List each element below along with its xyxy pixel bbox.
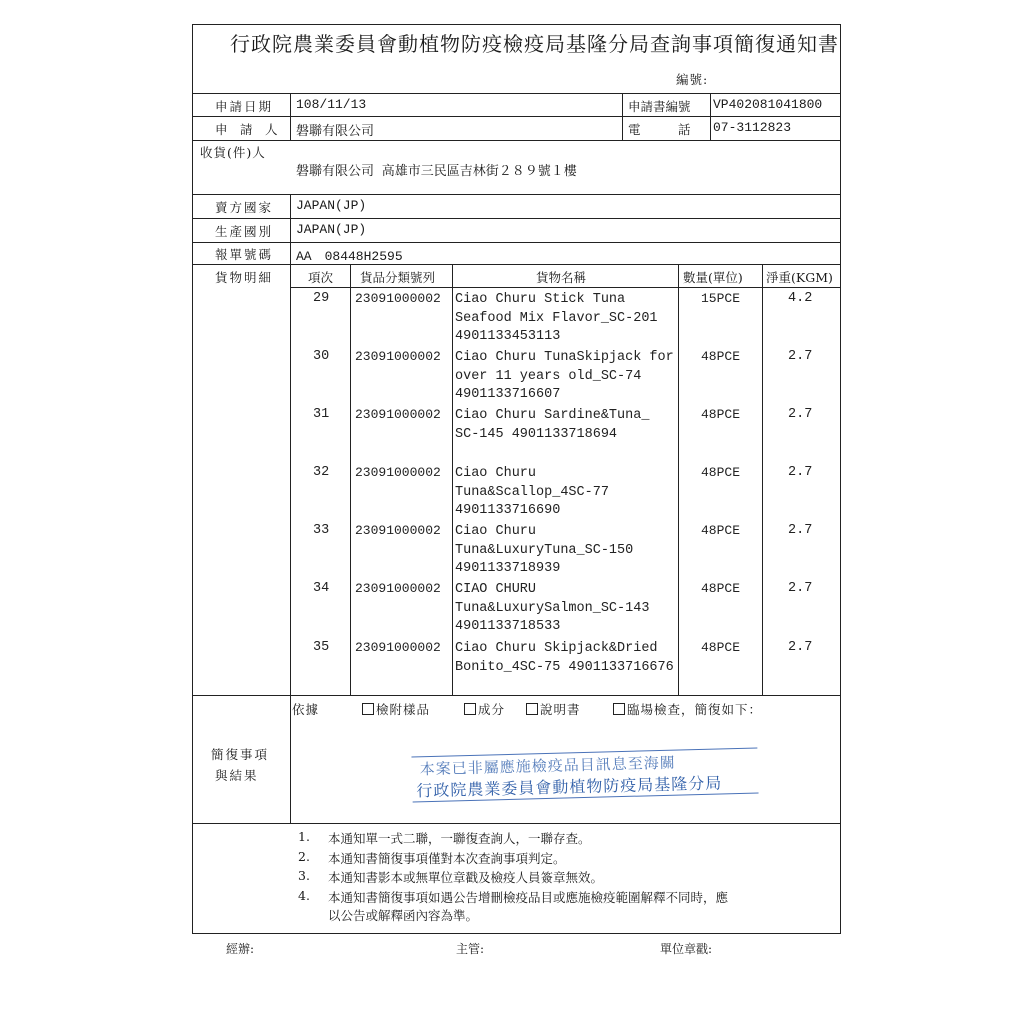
row-quantity: 48PCE [701, 465, 741, 480]
row-item-number: 35 [313, 640, 330, 655]
note-number: 2. [298, 849, 310, 864]
col-code-header: 貨品分類號列 [360, 270, 436, 285]
declaration-value: AA 08448H2595 [296, 249, 403, 264]
stamp-line1: 本案已非屬應施檢疫品目訊息至海關 [419, 753, 676, 779]
basis-label: 依據 [292, 702, 320, 717]
row-item-number: 30 [313, 349, 330, 364]
app-no-label: 申請書編號 [628, 99, 691, 114]
row-tariff-code: 23091000002 [355, 523, 441, 538]
row-tariff-code: 23091000002 [355, 465, 441, 480]
row-item-number: 31 [313, 407, 330, 422]
row-quantity: 48PCE [701, 349, 741, 364]
row-tariff-code: 23091000002 [355, 640, 441, 655]
col-name-header: 貨物名稱 [536, 270, 587, 285]
row-tariff-code: 23091000002 [355, 581, 441, 596]
row-goods-name: Ciao Churu Sardine&Tuna_ SC-145 4901133718694 [455, 408, 650, 442]
note-text: 本通知書簡復事項僅對本次查詢事項判定。 [328, 851, 566, 866]
applicant-label: 申 請 人 [215, 122, 278, 137]
row-quantity: 15PCE [701, 291, 741, 306]
document-title: 行政院農業委員會動植物防疫檢疫局基隆分局查詢事項簡復通知書 [230, 32, 839, 56]
serial-label: 編號: [676, 72, 709, 87]
row-item-number: 33 [313, 523, 330, 538]
row-net-weight: 2.7 [788, 465, 813, 480]
checkbox-icon [362, 703, 374, 715]
row-quantity: 48PCE [701, 581, 741, 596]
option-manual: 說明書 [526, 700, 581, 718]
handler-label: 經辦: [226, 942, 255, 956]
row-goods-name: Ciao Churu Tuna&Scallop_4SC-77 4901133716690 [455, 466, 609, 518]
consignee-value: 磐聯有限公司 高雄市三民區吉林街２８９號１樓 [296, 164, 577, 179]
checkbox-icon [613, 703, 625, 715]
checkbox-icon [526, 703, 538, 715]
date-value: 108/11/13 [296, 97, 367, 112]
seller-country-value: JAPAN(JP) [296, 198, 367, 213]
row-quantity: 48PCE [701, 640, 741, 655]
col-item-header: 項次 [308, 270, 334, 285]
unit-stamp-label: 單位章戳: [660, 942, 713, 956]
phone-label: 電 話 [628, 122, 691, 137]
row-net-weight: 2.7 [788, 640, 813, 655]
note-text: 本通知書簡復事項如遇公告增刪檢疫品目或應施檢疫範圍解釋不同時，應 [328, 890, 729, 905]
origin-label: 生產國別 [215, 224, 274, 239]
goods-label: 貨物明細 [215, 270, 274, 285]
row-net-weight: 2.7 [788, 349, 813, 364]
date-label: 申請日期 [215, 99, 274, 114]
origin-value: JAPAN(JP) [296, 222, 367, 237]
row-tariff-code: 23091000002 [355, 349, 441, 364]
note-text: 本通知單一式二聯，一聯復查詢人，一聯存查。 [328, 831, 591, 846]
row-net-weight: 2.7 [788, 407, 813, 422]
col-qty-header: 數量(單位) [683, 270, 743, 285]
row-net-weight: 4.2 [788, 291, 813, 306]
consignee-label: 收貨(件)人 [200, 145, 266, 160]
col-weight-header: 淨重(KGM) [766, 270, 833, 285]
applicant-value: 磐聯有限公司 [296, 124, 375, 139]
reply-label-line1: 簡復事項 [211, 747, 270, 762]
official-stamp [411, 747, 758, 802]
row-tariff-code: 23091000002 [355, 407, 441, 422]
option-onsite: 臨場檢查，簡復如下： [613, 700, 762, 718]
note-text: 本通知書影本或無單位章戳及檢疫人員簽章無效。 [328, 870, 604, 885]
row-goods-name: Ciao Churu Skipjack&Dried Bonito_4SC-75 4901133716676 [455, 641, 674, 675]
row-goods-name: Ciao Churu TunaSkipjack for over 11 years old_SC-74 4901133716607 [455, 350, 674, 402]
note-number: 4. [298, 888, 310, 903]
note-number: 1. [298, 829, 310, 844]
checkbox-icon [464, 703, 476, 715]
note-text: 以公告或解釋函內容為準。 [328, 908, 479, 923]
reply-label-line2: 與結果 [215, 768, 259, 783]
row-quantity: 48PCE [701, 523, 741, 538]
row-goods-name: CIAO CHURU Tuna&LuxurySalmon_SC-143 4901133718533 [455, 582, 650, 634]
note-number: 3. [298, 868, 310, 883]
row-goods-name: Ciao Churu Stick Tuna Seafood Mix Flavor_SC-201 4901133453113 [455, 292, 658, 344]
row-tariff-code: 23091000002 [355, 291, 441, 306]
declaration-label: 報單號碼 [215, 247, 274, 262]
app-no-value: VP402081041800 [713, 97, 823, 112]
stamp-line2: 行政院農業委員會動植物防疫局基隆分局 [416, 773, 723, 801]
phone-value: 07-3112823 [713, 120, 792, 135]
row-net-weight: 2.7 [788, 581, 813, 596]
option-sample: 檢附樣品 [362, 700, 430, 718]
row-item-number: 34 [313, 581, 330, 596]
supervisor-label: 主管: [456, 942, 485, 956]
seller-country-label: 賣方國家 [215, 200, 274, 215]
row-goods-name: Ciao Churu Tuna&LuxuryTuna_SC-150 4901133718939 [455, 524, 634, 576]
row-quantity: 48PCE [701, 407, 741, 422]
row-item-number: 32 [313, 465, 330, 480]
row-net-weight: 2.7 [788, 523, 813, 538]
row-item-number: 29 [313, 291, 330, 306]
option-ingredient: 成分 [464, 700, 505, 718]
